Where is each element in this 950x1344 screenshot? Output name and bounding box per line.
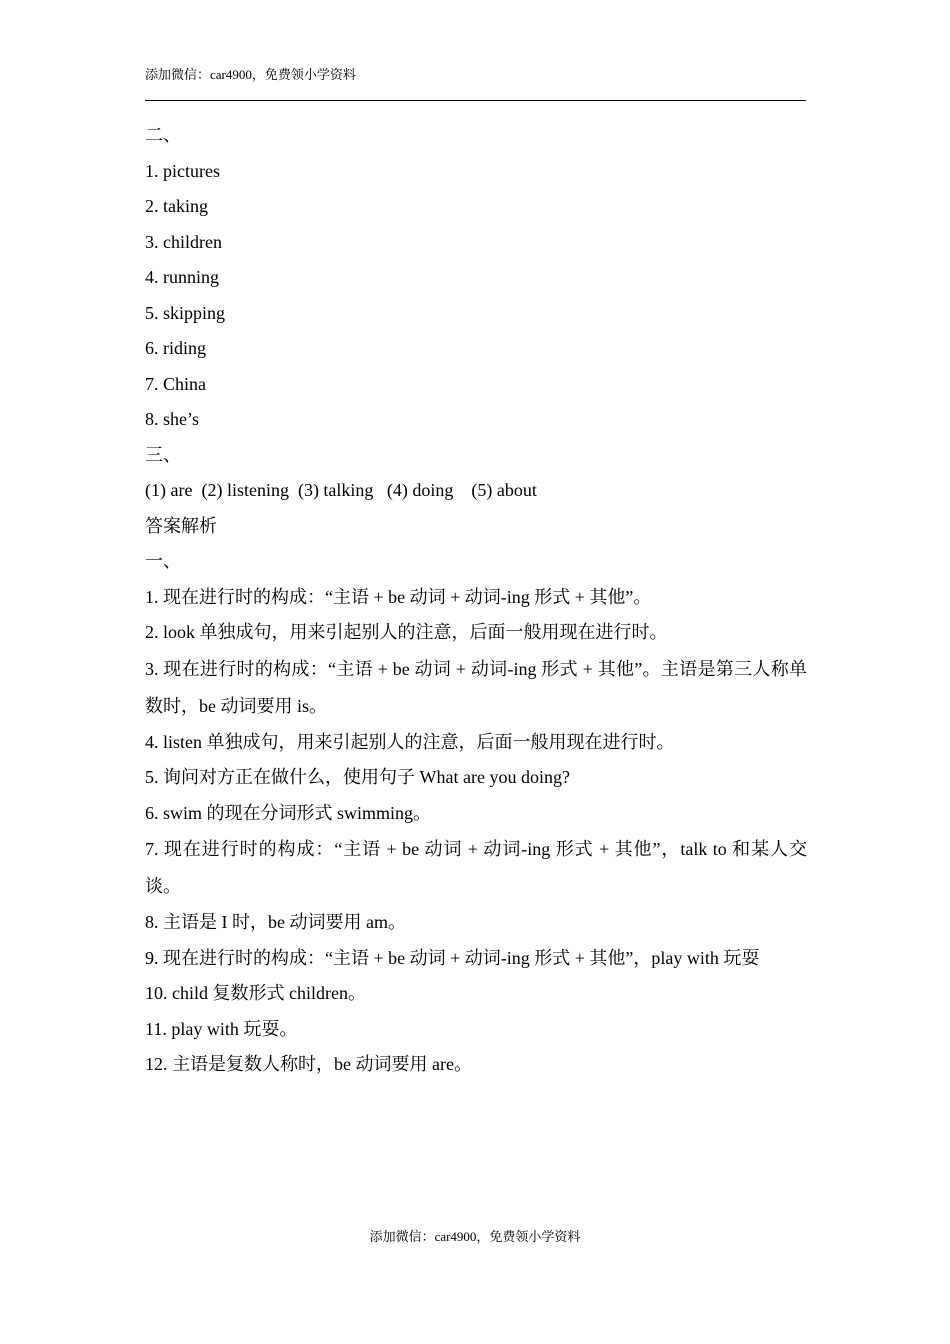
explanation-line: 8. 主语是 I 时，be 动词要用 am。 (145, 912, 406, 932)
explanation-line: 10. child 复数形式 children。 (145, 983, 366, 1003)
explanation-line: 12. 主语是复数人称时，be 动词要用 are。 (145, 1054, 472, 1074)
explanation-line: 2. look 单独成句，用来引起别人的注意，后面一般用现在进行时。 (145, 622, 668, 642)
answer-line: 1. pictures (145, 160, 220, 181)
page-header: 添加微信：car4900，免费领小学资料 (145, 67, 356, 82)
explanation-line: 11. play with 玩耍。 (145, 1018, 298, 1039)
explanation-heading: 答案解析 (145, 515, 217, 536)
section-heading-3: 三、 (145, 444, 181, 465)
answer-content (145, 118, 807, 1083)
explanation-line: 7. 现在进行时的构成：“主语 + be 动词 + 动词-ing 形式 + 其他”，talk to 和某人交谈。 (145, 839, 807, 896)
answer-line: 4. running (145, 267, 219, 287)
answer-line: 8. she’s (145, 409, 199, 429)
explanation-line: 5. 询问对方正在做什么，使用句子 What are you doing? (145, 767, 570, 787)
explanation-line: 4. listen 单独成句，用来引起别人的注意，后面一般用现在进行时。 (145, 731, 675, 752)
explanation-line: 3. 现在进行时的构成：“主语 + be 动词 + 动词-ing 形式 + 其他”。主语是第三人称单数时，be 动词要用 is。 (145, 658, 807, 716)
answer-line: 3. children (145, 231, 222, 252)
answer-line: 6. riding (145, 338, 206, 358)
explanation-line: 1. 现在进行时的构成：“主语 + be 动词 + 动词-ing 形式 + 其他”。 (145, 586, 652, 607)
explanation-line: 9. 现在进行时的构成：“主语 + be 动词 + 动词-ing 形式 + 其他”，play with 玩耍 (145, 947, 760, 968)
header-divider (145, 100, 806, 101)
page-footer: 添加微信：car4900，免费领小学资料 (369, 1229, 581, 1244)
answer-line: (1) are (2) listening (3) talking (4) doing (5) about (145, 480, 537, 500)
section-heading-1: 一、 (145, 551, 181, 571)
answer-line: 7. China (145, 373, 206, 394)
section-heading-2: 二、 (145, 125, 181, 145)
answer-line: 5. skipping (145, 302, 226, 323)
answer-line: 2. taking (145, 196, 208, 216)
explanation-line: 6. swim 的现在分词形式 swimming。 (145, 802, 432, 823)
